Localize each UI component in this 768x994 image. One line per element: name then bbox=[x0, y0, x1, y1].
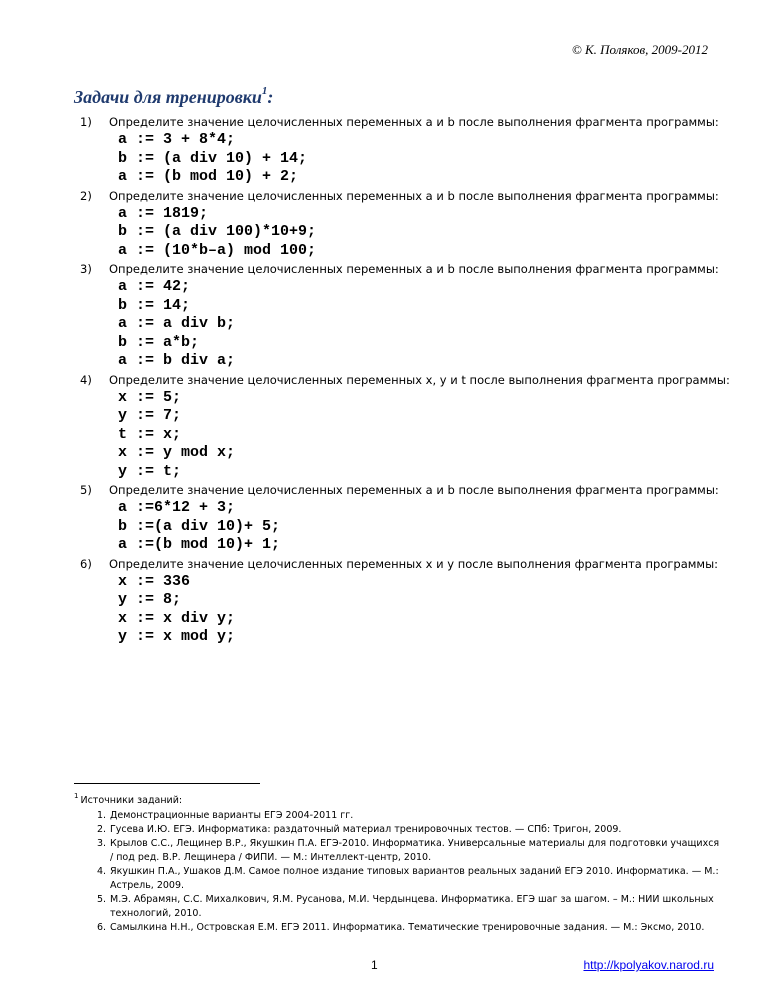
code-line: a := 3 + 8*4; bbox=[118, 131, 236, 148]
source-text: Демонстрационные варианты ЕГЭ 2004-2011 гг. bbox=[110, 810, 354, 822]
task-number: 3) bbox=[80, 262, 92, 276]
source-text: Самылкина Н.Н., Островская Е.М. ЕГЭ 2011. Информатика. Тематические тренировочные задания. — М.: Эксмо, 2010. bbox=[110, 922, 705, 934]
task-item bbox=[80, 371, 730, 482]
source-number: 5. bbox=[97, 894, 107, 906]
task-list bbox=[80, 113, 730, 647]
source-item bbox=[74, 837, 724, 865]
task-number: 5) bbox=[80, 483, 92, 497]
task-text: Определите значение целочисленных переменных a и b после выполнения фрагмента программы: bbox=[109, 188, 719, 203]
source-number: 6. bbox=[97, 922, 107, 934]
code-line: x := 5; bbox=[118, 388, 182, 406]
source-number: 2. bbox=[97, 824, 107, 836]
code-block bbox=[118, 389, 730, 482]
task-text: Определите значение целочисленных переменных x, y и t после выполнения фрагмента программы: bbox=[109, 372, 730, 387]
source-text: Якушкин П.А., Ушаков Д.М. Самое полное издание типовых вариантов реальных заданий ЕГЭ 2010. Информатика. — М.: Астрель, 2009. bbox=[110, 866, 719, 892]
source-text: М.Э. Абрамян, С.С. Михалкович, Я.М. Русанова, М.И. Чердынцева. Информатика. ЕГЭ шаг за шагом. – М.: НИИ школьных технологий, 2010. bbox=[110, 894, 714, 920]
code-line: a :=6*12 + 3; bbox=[118, 499, 236, 516]
code-line: y := 8; bbox=[118, 591, 182, 608]
task-item bbox=[80, 260, 730, 371]
section-heading-colon: : bbox=[267, 87, 274, 107]
code-line: t := x; bbox=[118, 425, 182, 443]
task-number: 6) bbox=[80, 556, 92, 571]
source-item bbox=[74, 809, 724, 823]
footnote-reference: 1 bbox=[261, 85, 268, 97]
code-line: a := b div a; bbox=[118, 352, 236, 369]
code-block bbox=[118, 499, 730, 555]
code-line: b := (a div 10) + 14; bbox=[118, 149, 308, 167]
source-text: Крылов С.С., Лещинер В.Р., Якушкин П.А. ЕГЭ-2010. Информатика. Универсальные материалы для подготовки учащихся / под ред. В.Р. Лещинера / ФИПИ. — М.: Интеллект-центр, 2010. bbox=[110, 838, 720, 864]
code-line: b := (a div 100)*10+9; bbox=[118, 223, 317, 240]
section-heading bbox=[74, 87, 273, 108]
source-list bbox=[74, 809, 724, 935]
task-number: 1) bbox=[80, 115, 92, 129]
task-number: 2) bbox=[80, 188, 92, 203]
task-text: Определите значение целочисленных переменных a и b после выполнения фрагмента программы: bbox=[109, 262, 719, 276]
code-line: x := y mod x; bbox=[118, 444, 236, 461]
code-line: a := 42; bbox=[118, 278, 191, 295]
task-number: 4) bbox=[80, 372, 92, 387]
source-item bbox=[74, 865, 724, 893]
task-text: Определите значение целочисленных переменных a и b после выполнения фрагмента программы: bbox=[109, 115, 719, 129]
footnote-title-text: Источники заданий: bbox=[80, 795, 183, 807]
code-line: x := x div y; bbox=[118, 609, 236, 627]
source-number: 4. bbox=[97, 866, 107, 878]
footnote-title bbox=[74, 790, 724, 808]
code-line: y := t; bbox=[118, 462, 182, 480]
task-text: Определите значение целочисленных переменных x и y после выполнения фрагмента программы: bbox=[109, 556, 719, 571]
code-line: b := 14; bbox=[118, 296, 191, 314]
code-line: a := (10*b–a) mod 100; bbox=[118, 241, 317, 259]
code-line: a :=(b mod 10)+ 1; bbox=[118, 536, 281, 553]
task-text: Определите значение целочисленных переменных a и b после выполнения фрагмента программы: bbox=[109, 483, 719, 497]
code-line: y := 7; bbox=[118, 407, 182, 424]
code-line: b := a*b; bbox=[118, 333, 200, 351]
code-line: a := a div b; bbox=[118, 315, 236, 332]
page-header: © К. Поляков, 2009-2012 bbox=[571, 42, 708, 57]
code-block bbox=[118, 205, 730, 261]
code-block bbox=[118, 131, 730, 187]
source-item bbox=[74, 893, 724, 921]
code-line: x := 336 bbox=[118, 572, 191, 590]
code-line: y := x mod y; bbox=[118, 628, 236, 645]
source-text: Гусева И.Ю. ЕГЭ. Информатика: раздаточный материал тренировочных тестов. — СПб: Тригон, 2009. bbox=[110, 824, 622, 836]
task-item bbox=[80, 555, 730, 647]
page-number: 1 bbox=[371, 958, 378, 972]
source-number: 1. bbox=[97, 810, 107, 822]
footnotes bbox=[74, 790, 724, 935]
source-item bbox=[74, 823, 724, 837]
source-number: 3. bbox=[97, 838, 107, 850]
code-block bbox=[118, 573, 730, 647]
task-item bbox=[80, 187, 730, 261]
code-line: b :=(a div 10)+ 5; bbox=[118, 517, 281, 535]
section-heading-text: Задачи для тренировки bbox=[74, 87, 262, 107]
code-line: a := (b mod 10) + 2; bbox=[118, 168, 299, 185]
site-link[interactable]: http://kpolyakov.narod.ru bbox=[583, 958, 714, 972]
footnote-divider bbox=[74, 783, 260, 784]
code-line: a := 1819; bbox=[118, 204, 209, 222]
source-item bbox=[74, 921, 724, 935]
task-item bbox=[80, 113, 730, 187]
task-item bbox=[80, 481, 730, 555]
code-block bbox=[118, 278, 730, 371]
footnote-mark: 1 bbox=[74, 792, 79, 800]
